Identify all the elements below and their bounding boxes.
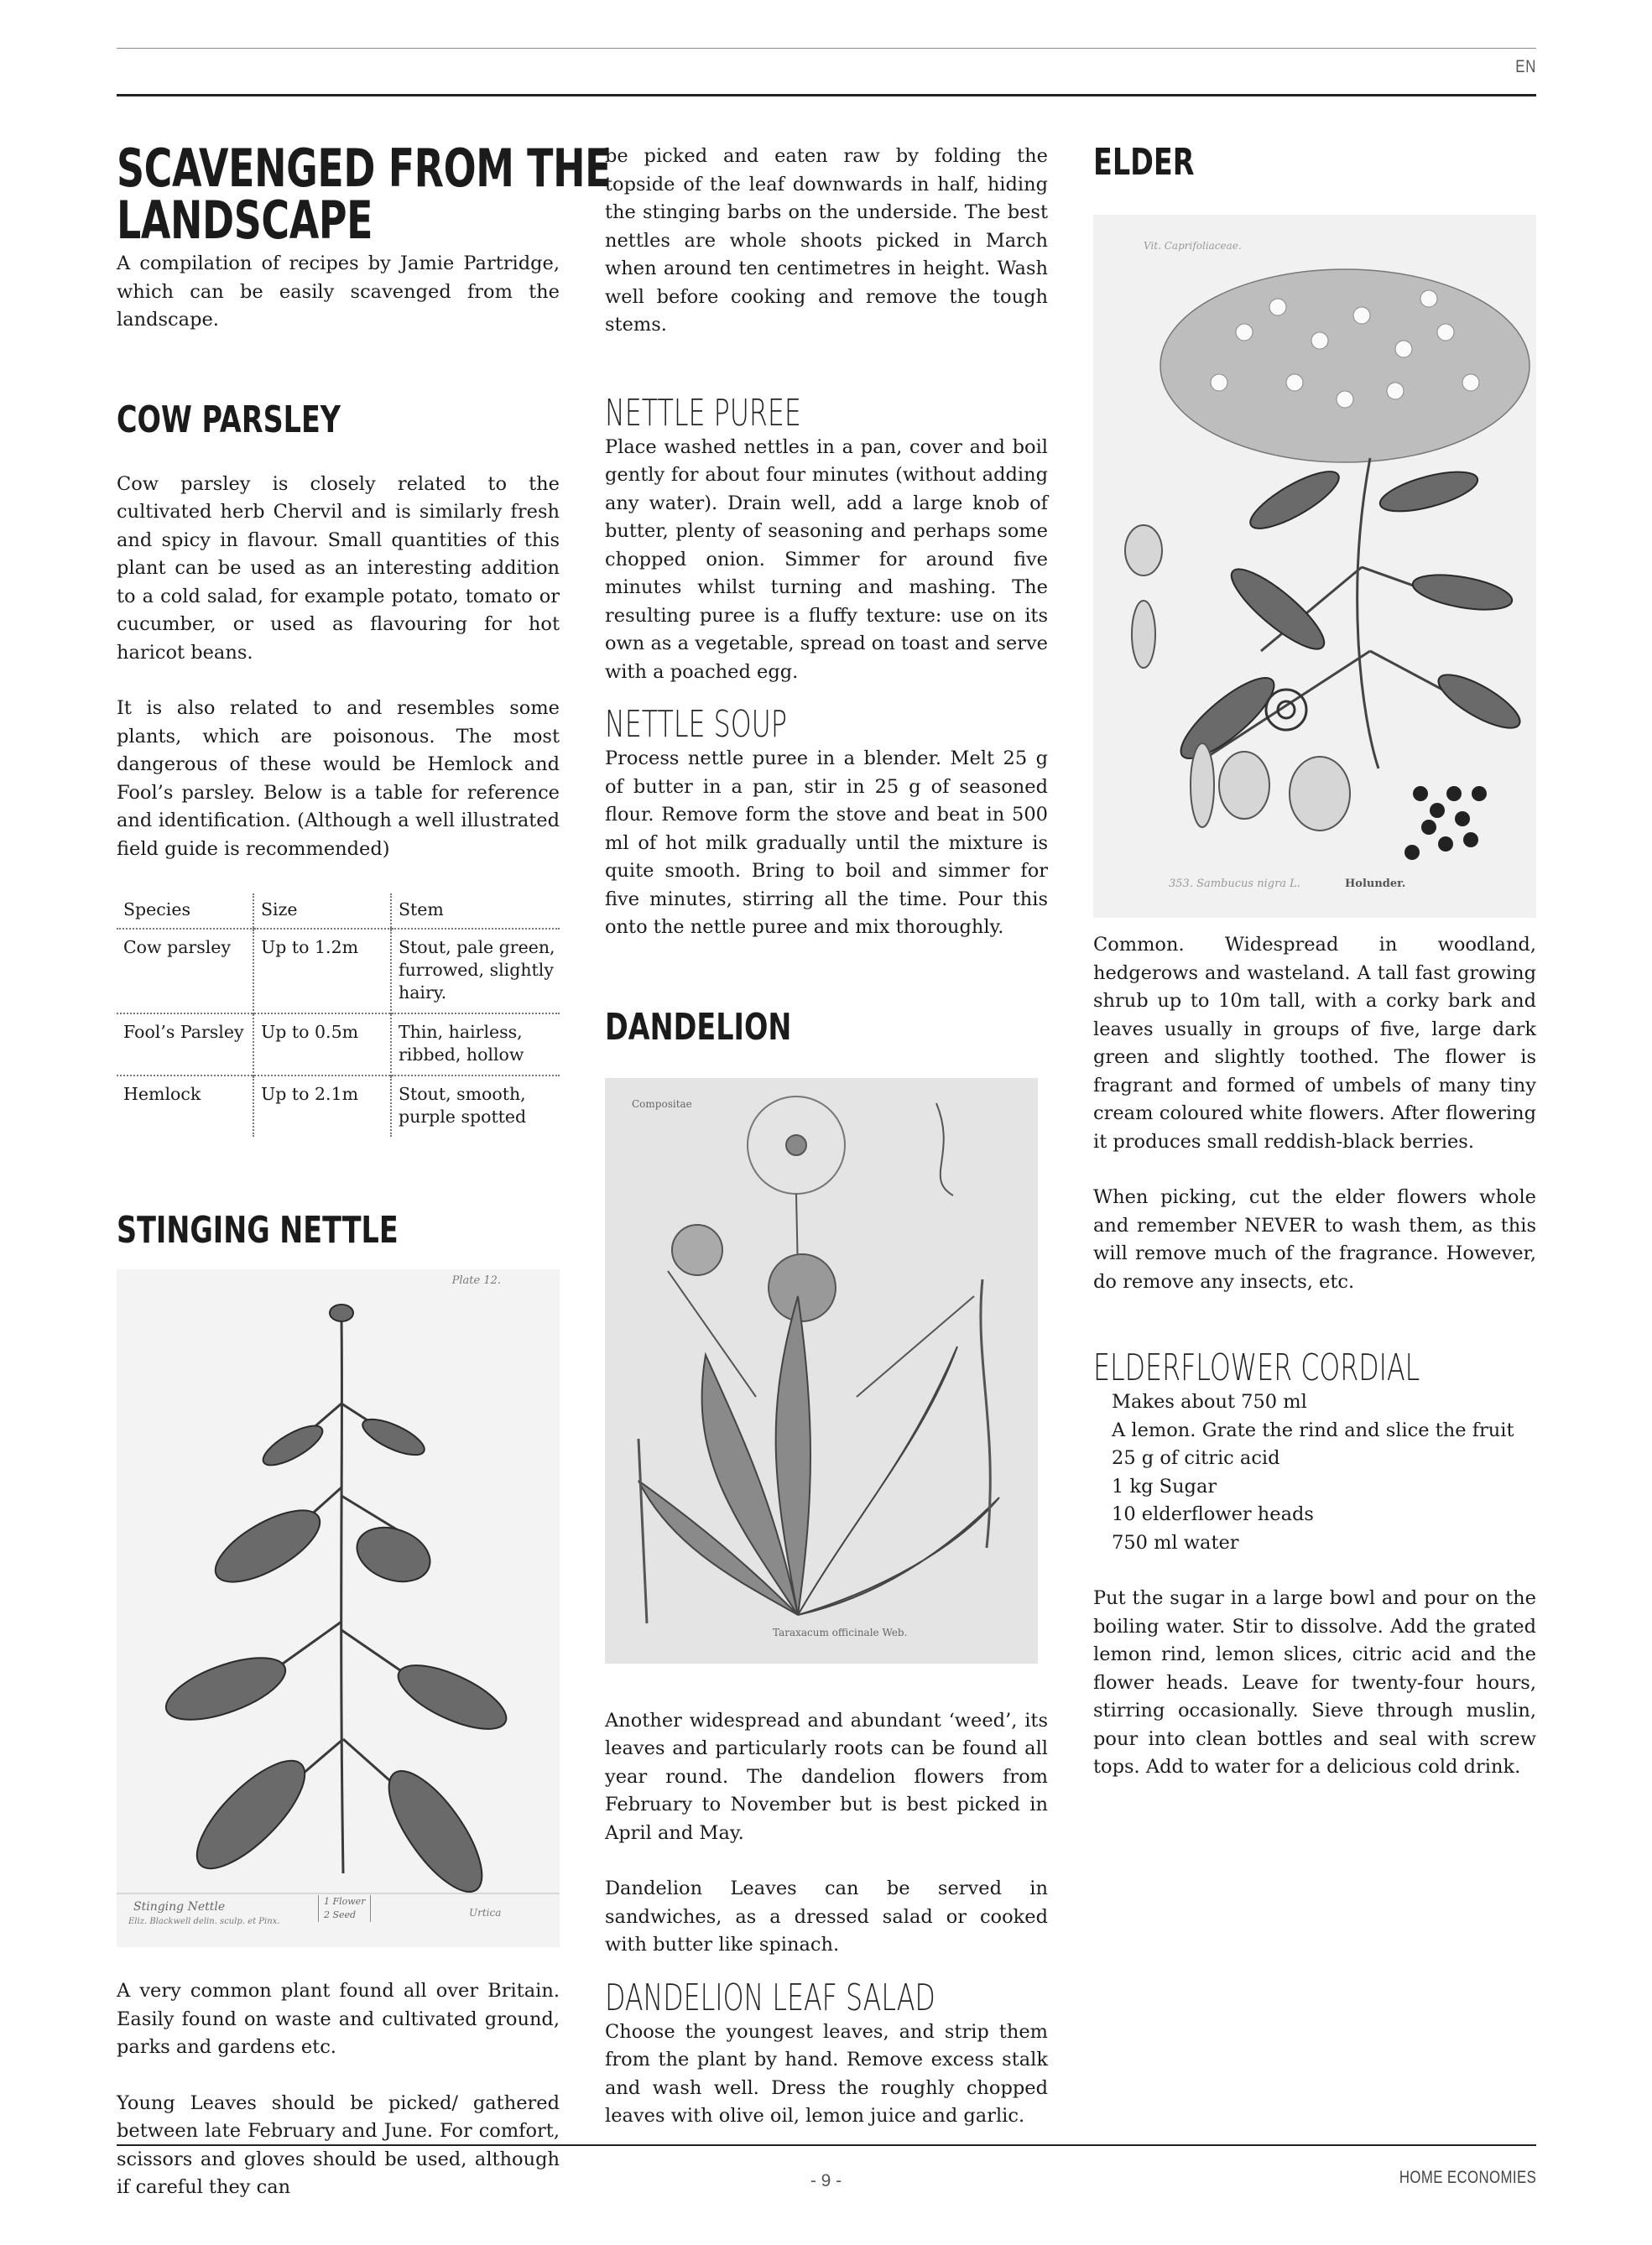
page-number: - 9 - <box>810 2171 842 2190</box>
column-right <box>1093 143 1536 1782</box>
intro-subtitle: A compilation of recipes by Jamie Partridge, which can be easily scavenged from the landscape. <box>117 253 560 331</box>
table-cell: Cow parsley <box>117 929 253 1013</box>
cow-parsley-heading: COW PARSLEY <box>117 398 341 441</box>
ingredient-list <box>1093 1388 1536 1557</box>
table-row <box>117 1013 560 1076</box>
list-item: 750 ml water <box>1112 1531 1239 1554</box>
nettle-illustration <box>117 1269 560 1947</box>
stinging-nettle-heading: STINGING NETTLE <box>117 1209 399 1252</box>
top-thick-rule <box>117 94 1536 96</box>
elder-plant-drawing <box>1093 215 1536 918</box>
plate-caption-credit: Eliz. Blackwell delin. sculp. et Pinx. <box>128 1917 280 1926</box>
table-cell: Thin, hairless, ribbed, hollow <box>391 1013 560 1076</box>
plate-label-bottom: Taraxacum officinale Web. <box>773 1626 908 1638</box>
cow-parsley-para1: Cow parsley is closely related to the cultivated herb Chervil and is similarly fresh and spicy in flavour. Small quantities of this plant can be used as an interesting addition to a cold salad, for example potato, tomato or cucumber, or used as flavouring for hot haricot beans. <box>117 472 560 664</box>
elder-illustration <box>1093 215 1536 918</box>
table-cell: Fool’s Parsley <box>117 1013 253 1076</box>
nettle-puree-heading: NETTLE PUREE <box>605 391 801 435</box>
plate-label-top: Compositae <box>632 1097 692 1110</box>
dandelion-plant-drawing <box>605 1078 1038 1664</box>
table-cell: Stout, pale green, furrowed, slightly hairy. <box>391 929 560 1013</box>
nettle-soup-text: Process nettle puree in a blender. Melt 25 g of butter in a pan, stir in 25 g of seasoned flour. Remove form the stove and beat in 500 ml of hot milk gradually until the mixture is quite smooth. Bring to boil and simmer for five minutes, stirring all the time. Pour this onto the nettle puree and mix thoroughly. <box>605 747 1048 938</box>
list-item: A lemon. Grate the rind and slice the fruit <box>1112 1419 1514 1441</box>
list-item: Makes about 750 ml <box>1112 1391 1307 1413</box>
cow-parsley-para2: It is also related to and resembles some plants, which are poisonous. The most dangerous of these would be Hemlock and Fool’s parsley. Below is a table for reference and identification. (Although a well illustrated field guide is recommended) <box>117 697 560 860</box>
table-cell: Up to 0.5m <box>253 1013 391 1076</box>
plate-label-bottom-right: Holunder. <box>1345 878 1406 890</box>
identification-table <box>117 893 560 1137</box>
plate-caption-name: Stinging Nettle <box>133 1900 226 1914</box>
plate-label: Plate 12. <box>451 1274 501 1287</box>
table-cell: Hemlock <box>117 1076 253 1137</box>
section-name: HOME ECONOMIES <box>1399 2168 1536 2187</box>
nettle-plant-drawing <box>117 1269 560 1947</box>
nettle-soup-heading: NETTLE SOUP <box>605 703 787 746</box>
elder-para1: Common. Widespread in woodland, hedgerows and wasteland. A tall fast growing shrub up to 10m tall, with a corky bark and leaves usually in groups of five, large dark green and slightly toothed. The flower is fragrant and formed of umbels of many tiny cream coloured white flowers. After flowering it produces small reddish-black berries. <box>1093 934 1536 1153</box>
table-cell: Stout, smooth, purple spotted <box>391 1076 560 1137</box>
plate-caption-genus: Urtica <box>469 1907 502 1919</box>
cordial-method: Put the sugar in a large bowl and pour on the boiling water. Stir to dissolve. Add the grated lemon rind, lemon slices, citric acid and the flower heads. Leave for twenty-four hours, stirring occasionally. Sieve through muslin, pour into clean bottles and seal with screw tops. Add to water for a delicious cold drink. <box>1093 1587 1536 1778</box>
list-item: 1 kg Sugar <box>1112 1475 1217 1498</box>
nettle-para2: Young Leaves should be picked/ gathered between late February and June. For comfort, scissors and gloves should be used, although if careful they can <box>117 2091 560 2198</box>
dandelion-para2: Dandelion Leaves can be served in sandwiches, as a dressed salad or cooked with butter like spinach. <box>605 1878 1048 1956</box>
table-cell: Up to 1.2m <box>253 929 391 1013</box>
dandelion-salad-text: Choose the youngest leaves, and strip them from the plant by hand. Remove excess stalk and wash well. Dress the roughly chopped leaves with olive oil, lemon juice and garlic. <box>605 2020 1048 2127</box>
table-header: Species <box>117 893 253 929</box>
list-item: 10 elderflower heads <box>1112 1503 1314 1525</box>
dandelion-heading: DANDELION <box>605 1005 792 1049</box>
table-header: Size <box>253 893 391 929</box>
nettle-puree-text: Place washed nettles in a pan, cover and boil gently for about four minutes (without adding any water). Drain well, add a large knob of butter, plenty of seasoning and perhaps some chopped onion. Simmer for around five minutes whilst turning and mashing. The resulting puree is a fluffy texture: use on its own as a vegetable, spread on toast and serve with a poached egg. <box>605 435 1048 683</box>
bottom-rule <box>117 2144 1536 2146</box>
page-title: SCAVENGED FROM THE LANDSCAPE <box>117 138 612 251</box>
table-cell: Up to 2.1m <box>253 1076 391 1137</box>
elder-para2: When picking, cut the elder flowers whole and remember NEVER to wash them, as this will remove much of the fragrance. However, do remove any insects, etc. <box>1093 1186 1536 1293</box>
elder-heading: ELDER <box>1093 141 1195 184</box>
table-header-row <box>117 893 560 929</box>
dandelion-salad-heading: DANDELION LEAF SALAD <box>605 1976 935 2019</box>
table-row <box>117 1076 560 1137</box>
table-header: Stem <box>391 893 560 929</box>
table-row <box>117 929 560 1013</box>
plate-caption-parts: 1 Flower 2 Seed <box>318 1895 371 1922</box>
list-item: 25 g of citric acid <box>1112 1447 1280 1469</box>
plate-label-bottom: 353. Sambucus nigra L. <box>1169 878 1300 890</box>
language-label: EN <box>1515 57 1536 76</box>
plate-label-top: Vit. Caprifoliaceae. <box>1144 240 1242 252</box>
dandelion-para1: Another widespread and abundant ‘weed’, its leaves and particularly roots can be found all year round. The dandelion flowers from February to November but is best picked in April and May. <box>605 1709 1048 1844</box>
top-thin-rule <box>117 48 1536 49</box>
elderflower-cordial-heading: ELDERFLOWER CORDIAL <box>1093 1346 1420 1389</box>
column-middle <box>605 143 1048 2131</box>
dandelion-illustration <box>605 1078 1038 1664</box>
nettle-para1: A very common plant found all over Britain. Easily found on waste and cultivated ground, parks and gardens etc. <box>117 1980 560 2058</box>
column-left <box>117 138 612 2202</box>
nettle-continued: be picked and eaten raw by folding the topside of the leaf downwards in half, hiding the stinging barbs on the underside. The best nettles are whole shoots picked in March when around ten centimetres in height. Wash well before cooking and remove the tough stems. <box>605 145 1048 336</box>
